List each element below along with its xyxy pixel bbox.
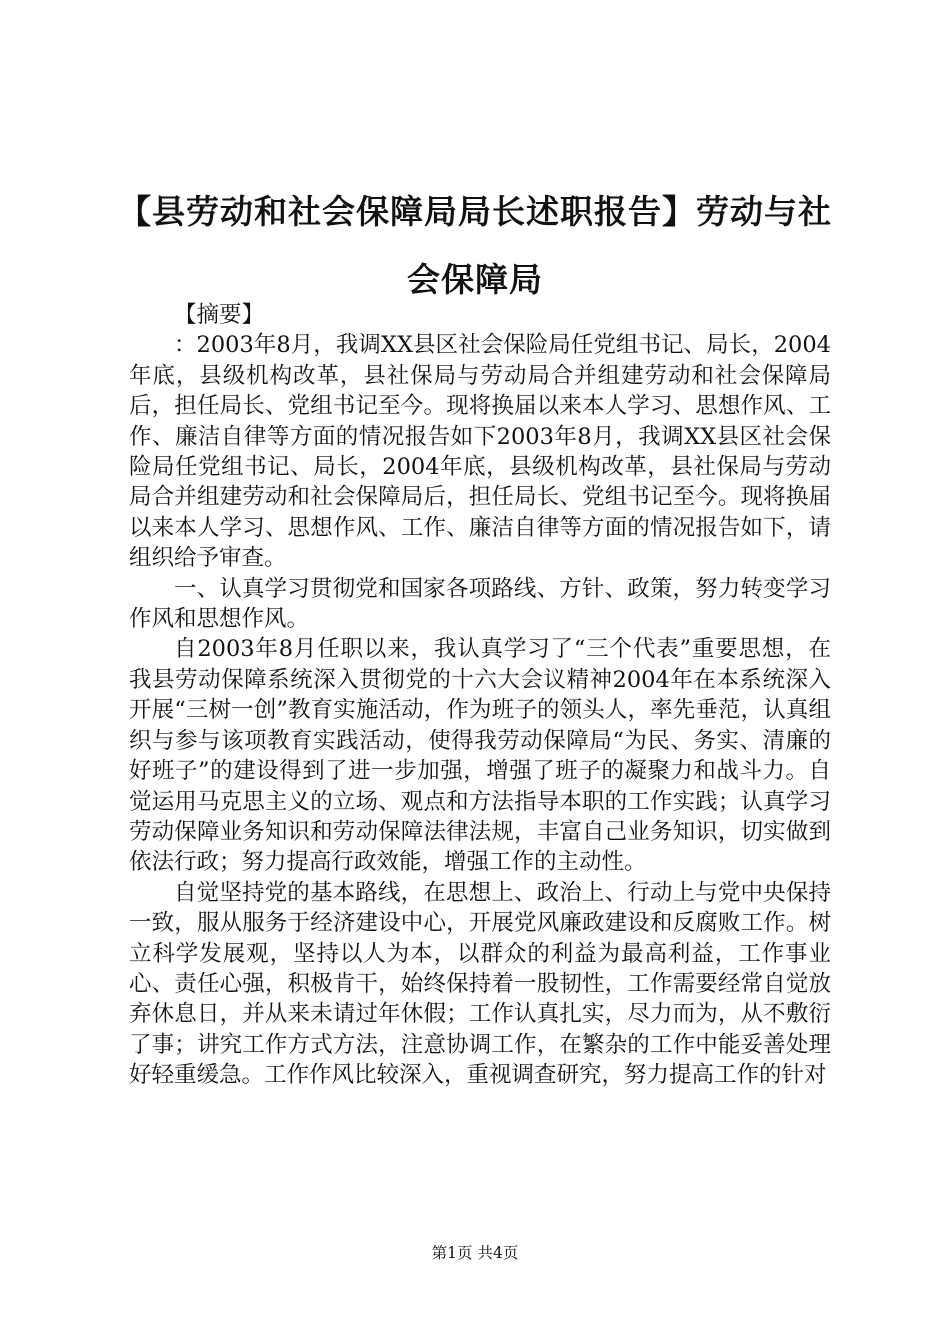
abstract-label: 【摘要】 — [174, 302, 265, 328]
paragraph-4: 自觉坚持党的基本路线，在思想上、政治上、行动上与党中央保持一致，服从服务于经济建设中心，开展党风廉政建设和反腐败工作。树立科学发展观，坚持以人为本，以群众的利益为最高利益，工作事业心、责任心强，积极肯干，始终保持着一股韧性，工作需要经常自觉放弃休息日，并从来未请过年休假；工作认真扎实，尽力而为，从不敷衍了事；讲究工作方式方法，注意协调工作，在繁杂的工作中能妥善处理好轻重缓急。工作作风比较深入，重视调查研究，努力提高工作的针对 — [129, 879, 831, 1089]
page-footer: 第1页 共4页 — [431, 1244, 519, 1262]
document-body — [129, 300, 831, 1091]
paragraph-1: ：2003年8月，我调XX县区社会保险局任党组书记、局长，2004年底，县级机构改革，县社保局与劳动局合并组建劳动和社会保障局后，担任局长、党组书记至今。现将换届以来本人学习、思想作风、工作、廉洁自律等方面的情况报告如下2003年8月，我调XX县区社会保险局任党组书记、局长，2004年底，县级机构改革，县社保局与劳动局合并组建劳动和社会保障局后，担任局长、党组书记至今。现将换届以来本人学习、思想作风、工作、廉洁自律等方面的情况报告如下，请组织给予审查。 — [129, 332, 831, 572]
paragraph-2: 一、认真学习贯彻党和国家各项路线、方针、政策，努力转变学习作风和思想作风。 — [129, 575, 831, 633]
paragraph-3: 自2003年8月任职以来，我认真学习了“三个代表”重要思想，在我县劳动保障系统深入贯彻党的十六大会议精神2004年在本系统深入开展“三树一创”教育实施活动，作为班子的领头人，率先垂范，认真组织与参与该项教育实践活动，使得我劳动保障局“为民、务实、清廉的好班子”的建设得到了进一步加强，增强了班子的凝聚力和战斗力。自觉运用马克思主义的立场、观点和方法指导本职的工作实践；认真学习劳动保障业务知识和劳动保障法律法规，丰富自己业务知识，切实做到依法行政；努力提高行政效能，增强工作的主动性。 — [129, 636, 831, 876]
document-title: 【县劳动和社会保障局局长述职报告】劳动与社会保障局 — [118, 192, 832, 299]
